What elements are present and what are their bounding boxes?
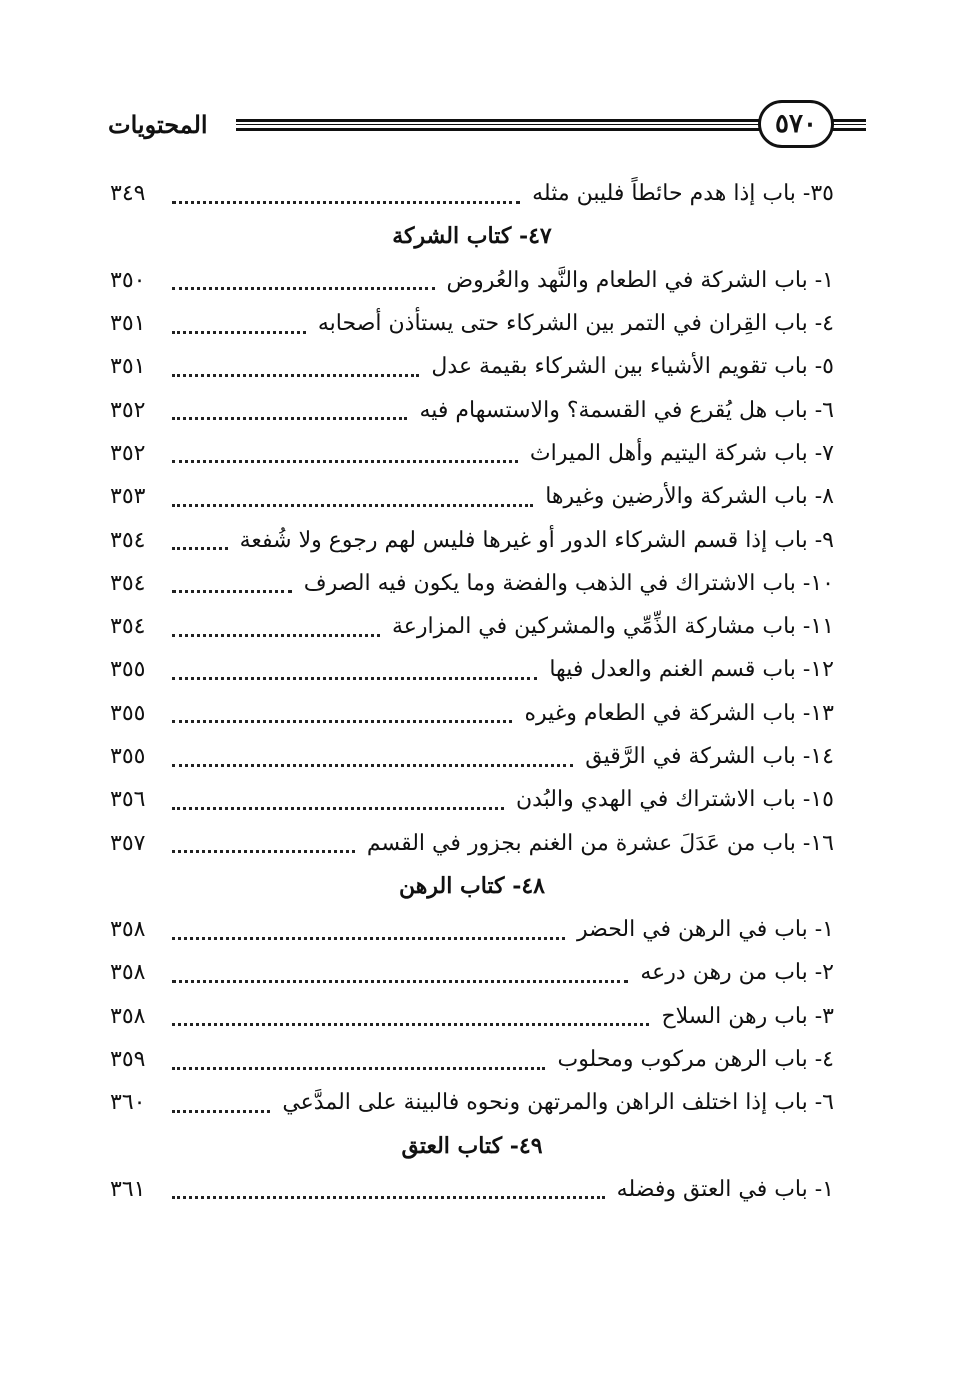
toc-entry-page-number: ٣٥٤ [110, 614, 146, 640]
toc-entry-title: ٩- باب إذا قسم الشركاء الدور أو غيرها فليس لهم رجوع ولا شُفعة [239, 527, 834, 553]
toc-entry [110, 172, 834, 215]
dot-leader [172, 459, 518, 463]
toc-entry-page-number: ٣٥٨ [110, 1003, 146, 1029]
dot-leader [172, 1066, 545, 1070]
toc-entry-page-number: ٣٥١ [110, 311, 146, 337]
toc-entry [110, 908, 834, 951]
toc-entry-title: ٤- باب القِران في التمر بين الشركاء حتى يستأذن أصحابه [317, 311, 834, 337]
toc-entry [110, 475, 834, 518]
dot-leader [172, 286, 435, 290]
dot-leader [172, 330, 306, 334]
dot-leader [172, 589, 292, 593]
toc-entry-title: ١٥- باب الاشتراك في الهدي والبُدن [515, 787, 834, 813]
toc-entry-title: ٦- باب هل يُقرع في القسمة؟ والاستسهام فيه [419, 397, 834, 423]
toc-entry-title: ١٢- باب قسم الغنم والعدل فيها [549, 657, 834, 683]
toc-entry [110, 518, 834, 561]
toc-entry [110, 605, 834, 648]
toc-entry [110, 388, 834, 431]
dot-leader [172, 806, 504, 810]
toc-entry [110, 995, 834, 1038]
toc-entry-page-number: ٣٥٤ [110, 527, 146, 553]
toc-entry [110, 821, 834, 864]
dot-leader [172, 546, 228, 550]
toc-entry [110, 1081, 834, 1124]
toc-entry-title: ٤- باب الرهن مركوب ومحلوب [557, 1047, 834, 1073]
toc-entry-title: ٧- باب شركة اليتيم وأهل الميراث [529, 440, 834, 466]
toc-entry-page-number: ٣٥٧ [110, 830, 146, 856]
toc-entry-page-number: ٣٥٤ [110, 570, 146, 596]
dot-leader [172, 676, 537, 680]
toc-entry-page-number: ٣٥٩ [110, 1047, 146, 1073]
toc-entry [110, 1168, 834, 1211]
toc-entry-page-number: ٣٥٢ [110, 397, 146, 423]
running-title: المحتويات [108, 110, 208, 139]
toc-entry-title: ١- باب الشركة في الطعام والنَّهد والعُروض [446, 267, 834, 293]
dot-leader [172, 936, 565, 940]
toc-entry [110, 735, 834, 778]
dot-leader [172, 1109, 270, 1113]
toc-entry [110, 1038, 834, 1081]
toc-entry-page-number: ٣٦٠ [110, 1090, 146, 1116]
toc-entry-title: ١٦- باب من عَدَلَ عشرة من الغنم بجزور في القسم [366, 830, 834, 856]
toc-entry-page-number: ٣٥٥ [110, 700, 146, 726]
toc-entry-page-number: ٣٥٨ [110, 960, 146, 986]
dot-leader [172, 719, 512, 723]
dot-leader [172, 979, 628, 983]
dot-leader [172, 416, 407, 420]
page-number: ٥٧٠ [758, 100, 834, 148]
table-of-contents [110, 172, 834, 1211]
toc-entry [110, 345, 834, 388]
section-heading: ٤٩- كتاب العتق [401, 1132, 543, 1159]
dot-leader [172, 1022, 649, 1026]
toc-entry [110, 562, 834, 605]
toc-entry-title: ١٣- باب الشركة في الطعام وغيره [524, 700, 834, 726]
toc-entry-title: ٣٥- باب إذا هدم حائطاً فليبن مثله [532, 181, 834, 207]
toc-entry-page-number: ٣٥٣ [110, 484, 146, 510]
toc-entry-page-number: ٣٤٩ [110, 181, 146, 207]
toc-entry-page-number: ٣٥٨ [110, 917, 146, 943]
toc-entry-title: ١٤- باب الشركة في الرَّقيق [585, 744, 834, 769]
toc-entry-page-number: ٣٥٥ [110, 657, 146, 683]
dot-leader [172, 1195, 605, 1199]
toc-entry-page-number: ٣٦١ [110, 1176, 146, 1202]
dot-leader [172, 849, 355, 853]
toc-entry-title: ١- باب في الرهن في الحضر [576, 917, 834, 943]
toc-entry-title: ٢- باب من رهن درعه [640, 960, 834, 986]
toc-entry-title: ٨- باب الشركة والأرضين وغيرها [545, 484, 834, 510]
toc-entry-title: ١١- باب مشاركة الذِّمِّي والمشركين في المزارعة [391, 614, 834, 640]
dot-leader [172, 373, 419, 377]
dot-leader [172, 503, 533, 507]
toc-entry-page-number: ٣٥٦ [110, 787, 146, 813]
toc-entry-page-number: ٣٥١ [110, 354, 146, 380]
section-heading: ٤٧- كتاب الشركة [392, 223, 552, 250]
toc-entry-page-number: ٣٥٢ [110, 440, 146, 466]
toc-entry-title: ٦- باب إذا اختلف الراهن والمرتهن ونحوه فالبينة على المدَّعي [282, 1090, 834, 1116]
toc-entry-page-number: ٣٥٥ [110, 744, 146, 769]
toc-entry-title: ١- باب في العتق وفضله [616, 1176, 834, 1202]
dot-leader [172, 763, 573, 767]
dot-leader [172, 200, 520, 204]
toc-entry-title: ١٠- باب الاشتراك في الذهب والفضة وما يكون فيه الصرف [303, 570, 834, 596]
toc-entry [110, 648, 834, 691]
toc-entry [110, 778, 834, 821]
dot-leader [172, 633, 380, 637]
page-header [108, 100, 836, 152]
toc-entry-page-number: ٣٥٠ [110, 267, 146, 293]
toc-entry [110, 432, 834, 475]
section-heading: ٤٨- كتاب الرهن [399, 872, 545, 899]
toc-entry [110, 692, 834, 735]
toc-entry-title: ٣- باب رهن السلاح [661, 1003, 834, 1029]
toc-entry-title: ٥- باب تقويم الأشياء بين الشركاء بقيمة عدل [431, 354, 834, 380]
toc-entry [110, 302, 834, 345]
toc-entry [110, 951, 834, 994]
toc-entry [110, 259, 834, 302]
